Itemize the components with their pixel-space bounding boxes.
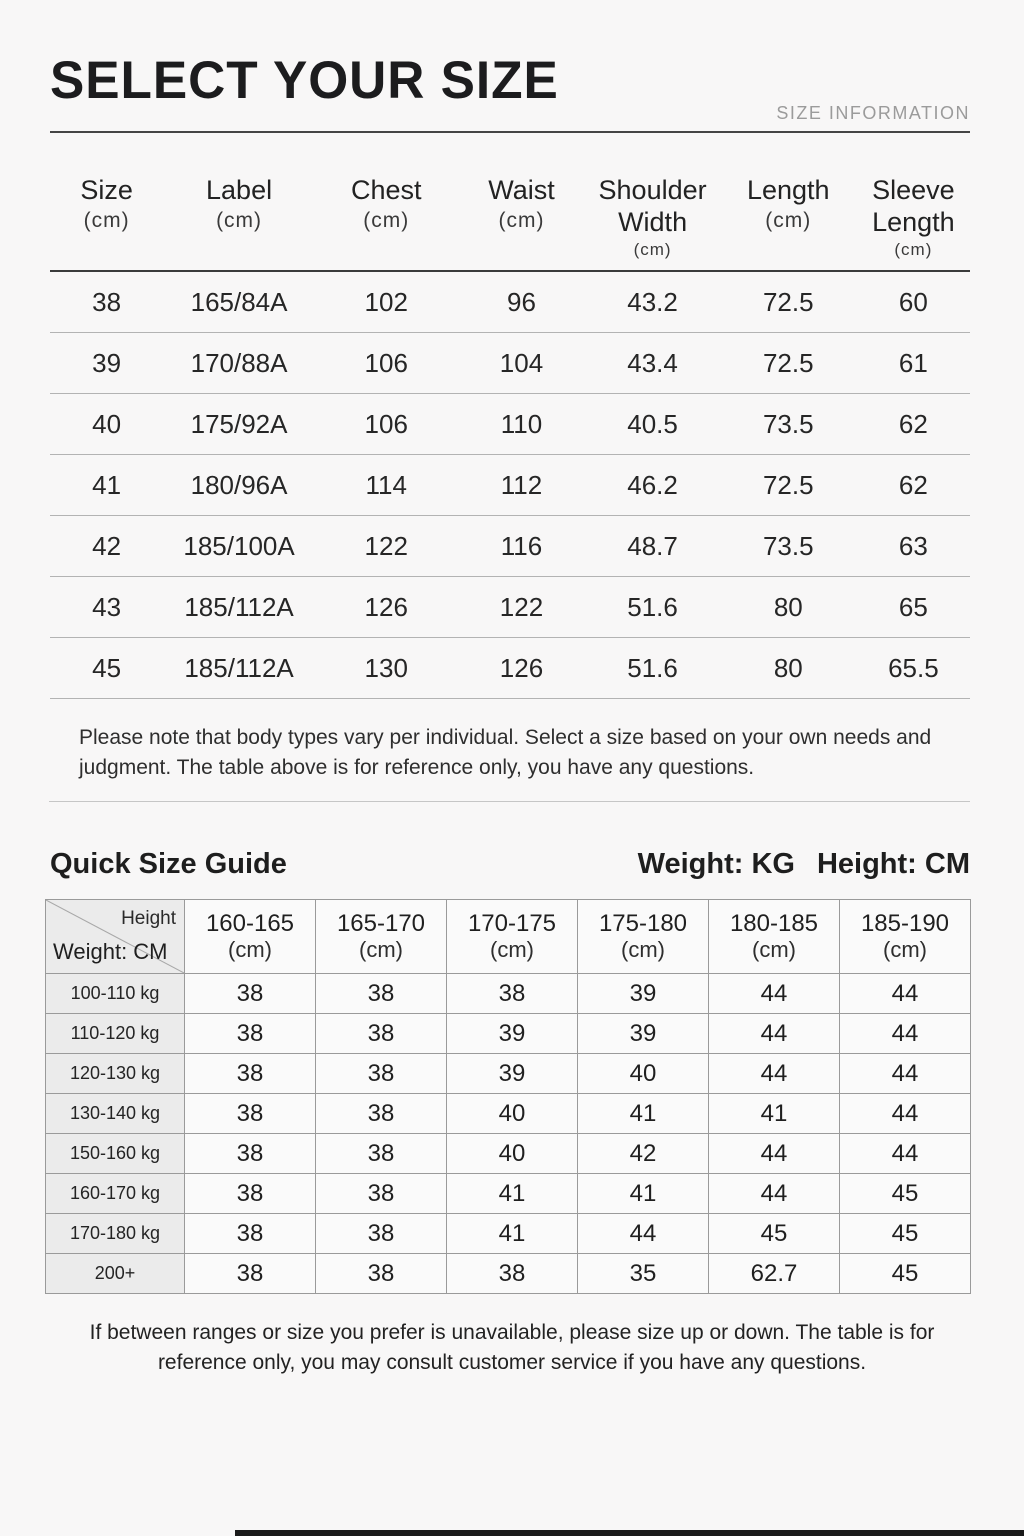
quick-table-size-cell: 40: [447, 1134, 578, 1174]
quick-table-weight-label: 160-170 kg: [46, 1174, 185, 1214]
quick-table-size-cell: 39: [578, 1014, 709, 1054]
size-table-cell: 170/88A: [190, 347, 288, 378]
size-table-column-header: [50, 168, 163, 235]
quick-table-weight-label: 130-140 kg: [46, 1094, 185, 1134]
size-table-cell: 80: [773, 591, 803, 622]
weight-unit-label: Weight: KG: [637, 848, 795, 880]
size-table-cell: 106: [364, 347, 408, 378]
units-legend: [638, 848, 970, 881]
size-table-cell: 51.6: [627, 591, 678, 622]
size-table-cell: 61: [898, 347, 928, 378]
size-table-cell: 185/100A: [183, 530, 295, 561]
size-table-column-header: [315, 168, 458, 235]
quick-table-size-cell: 38: [316, 1014, 447, 1054]
size-table-cell: 46.2: [627, 469, 678, 500]
size-table-cell: 60: [898, 286, 928, 317]
size-table-cell: 185/112A: [184, 591, 294, 622]
column-unit: (cm): [216, 209, 263, 232]
quick-table-weight-label: 150-160 kg: [46, 1134, 185, 1174]
quick-table-size-cell: 38: [185, 1054, 316, 1094]
size-table-cell: 102: [364, 286, 408, 317]
quick-table-size-cell: 44: [840, 1094, 971, 1134]
size-table-cell: 165/84A: [190, 286, 288, 317]
quick-table-size-cell: 38: [185, 1134, 316, 1174]
quick-table-height-header: 180-185 (cm): [709, 900, 840, 974]
size-table-row: [50, 638, 970, 699]
corner-weight-label: Weight: CM: [53, 939, 168, 964]
quick-table-size-cell: 62.7: [709, 1254, 840, 1294]
size-table-cell: 112: [500, 469, 543, 500]
size-table-header-row: [50, 168, 970, 272]
size-table-cell: 175/92A: [190, 408, 288, 439]
column-label: Shoulder Width: [598, 175, 707, 237]
size-table-column-header: [857, 168, 970, 262]
page-title: SELECT YOUR SIZE: [50, 51, 559, 110]
size-table-cell: 38: [92, 286, 122, 317]
size-table-cell: 41: [92, 469, 122, 500]
quick-table-size-cell: 41: [447, 1214, 578, 1254]
size-table-cell: 73.5: [762, 530, 814, 561]
size-table-row: [50, 272, 970, 333]
quick-size-guide-title: Quick Size Guide: [50, 848, 287, 880]
size-table-cell: 116: [500, 530, 543, 561]
size-table-row: [50, 516, 970, 577]
quick-table-size-cell: 44: [840, 1134, 971, 1174]
quick-table-size-cell: 44: [709, 1134, 840, 1174]
size-table-column-header: [458, 168, 586, 235]
size-table-cell: 43.4: [627, 347, 678, 378]
column-label: Size: [80, 175, 133, 205]
quick-table-size-cell: 39: [447, 1054, 578, 1094]
quick-table-size-cell: 44: [709, 1174, 840, 1214]
quick-table-size-cell: 38: [316, 1094, 447, 1134]
quick-table-weight-label: 110-120 kg: [46, 1014, 185, 1054]
quick-table-size-cell: 41: [578, 1174, 709, 1214]
size-table-column-header: [163, 168, 315, 235]
size-table-cell: 110: [500, 408, 543, 439]
quick-table-size-cell: 38: [185, 1014, 316, 1054]
size-table-note: Please note that body types vary per individual. Select a size based on your own needs and judgment. The table above is for reference only, you have any questions.: [79, 726, 932, 779]
size-table-cell: 126: [499, 652, 544, 683]
quick-table-size-cell: 44: [840, 1014, 971, 1054]
column-unit: (cm): [498, 209, 545, 232]
column-unit: (cm): [83, 209, 130, 232]
size-table-cell: 72.5: [762, 347, 814, 378]
size-table-cell: 72.5: [762, 286, 814, 317]
quick-table-size-cell: 38: [185, 1094, 316, 1134]
quick-table-size-cell: 38: [316, 1214, 447, 1254]
size-table: [50, 168, 970, 699]
quick-table-size-cell: 38: [447, 974, 578, 1014]
size-table-cell: 96: [507, 286, 536, 317]
size-table-cell: 104: [499, 347, 544, 378]
quick-table-weight-label: 170-180 kg: [46, 1214, 185, 1254]
quick-table-size-cell: 44: [709, 1014, 840, 1054]
quick-table-size-cell: 44: [578, 1214, 709, 1254]
size-table-cell: 63: [898, 530, 928, 561]
column-unit: (cm): [765, 209, 812, 232]
column-label: Label: [206, 175, 273, 205]
size-table-body: [50, 272, 970, 699]
size-table-cell: 73.5: [762, 408, 814, 439]
quick-table-size-cell: 38: [316, 1134, 447, 1174]
size-table-cell: 65.5: [888, 652, 939, 683]
size-table-cell: 122: [499, 591, 544, 622]
quick-table-height-header: 160-165 (cm): [185, 900, 316, 974]
size-table-cell: 43: [92, 591, 122, 622]
quick-table-height-header: 175-180 (cm): [578, 900, 709, 974]
size-table-cell: 122: [364, 530, 408, 561]
size-table-row: [50, 577, 970, 638]
quick-table-size-cell: 38: [185, 1174, 316, 1214]
quick-table-size-cell: 45: [709, 1214, 840, 1254]
column-label: Chest: [350, 175, 422, 205]
quick-table-size-cell: 39: [578, 974, 709, 1014]
corner-height-label: Height: [121, 908, 176, 929]
size-table-cell: 39: [92, 347, 122, 378]
quick-table-size-cell: 38: [185, 1254, 316, 1294]
size-table-cell: 114: [365, 469, 407, 500]
size-table-column-header: [720, 168, 857, 235]
quick-size-table: [45, 899, 971, 1294]
size-table-cell: 185/112A: [184, 652, 294, 683]
quick-table-height-header: 165-170 (cm): [316, 900, 447, 974]
quick-table-size-cell: 41: [578, 1094, 709, 1134]
column-unit: (cm): [363, 209, 410, 232]
size-table-cell: 180/96A: [190, 469, 288, 500]
quick-table-size-cell: 40: [447, 1094, 578, 1134]
column-unit: (cm): [894, 240, 933, 259]
size-information-label: SIZE INFORMATION: [776, 103, 970, 123]
size-table-cell: 51.6: [627, 652, 678, 683]
quick-table-height-header: 170-175 (cm): [447, 900, 578, 974]
quick-table-size-cell: 45: [840, 1174, 971, 1214]
size-table-cell: 126: [364, 591, 408, 622]
quick-table-size-cell: 42: [578, 1134, 709, 1174]
quick-table-size-cell: 39: [447, 1014, 578, 1054]
size-table-cell: 72.5: [762, 469, 814, 500]
quick-table-corner-cell: [46, 900, 185, 974]
quick-table-size-cell: 41: [709, 1094, 840, 1134]
quick-table-size-cell: 38: [316, 1054, 447, 1094]
quick-table-size-cell: 44: [709, 974, 840, 1014]
size-table-row: [50, 455, 970, 516]
size-table-row: [50, 394, 970, 455]
quick-table-weight-label: 100-110 kg: [46, 974, 185, 1014]
section-divider: [49, 801, 970, 802]
quick-table-size-cell: 40: [578, 1054, 709, 1094]
quick-size-guide-header: [50, 848, 970, 881]
quick-table-weight-label: 120-130 kg: [46, 1054, 185, 1094]
quick-table-size-cell: 38: [316, 974, 447, 1014]
size-table-cell: 80: [773, 652, 803, 683]
quick-table-height-header: 185-190 (cm): [840, 900, 971, 974]
quick-table-size-cell: 38: [447, 1254, 578, 1294]
quick-table-size-cell: 45: [840, 1214, 971, 1254]
column-unit: (cm): [633, 240, 672, 259]
quick-table-size-cell: 38: [316, 1174, 447, 1214]
size-table-cell: 62: [898, 469, 928, 500]
column-label: Sleeve Length: [872, 175, 955, 237]
size-table-cell: 42: [92, 530, 122, 561]
size-table-cell: 130: [364, 652, 408, 683]
size-table-cell: 40.5: [627, 408, 678, 439]
size-table-cell: 65: [898, 591, 928, 622]
size-table-cell: 48.7: [627, 530, 678, 561]
height-unit-label: Height: CM: [816, 848, 970, 880]
size-table-cell: 40: [92, 408, 122, 439]
quick-table-size-cell: 38: [185, 974, 316, 1014]
size-table-column-header: [585, 168, 719, 262]
size-table-cell: 106: [364, 408, 408, 439]
quick-table-weight-label: 200+: [46, 1254, 185, 1294]
size-table-cell: 62: [898, 408, 928, 439]
size-table-cell: 43.2: [627, 286, 678, 317]
quick-table-size-cell: 38: [316, 1254, 447, 1294]
column-label: Length: [746, 175, 830, 205]
quick-table-size-cell: 38: [185, 1214, 316, 1254]
quick-table-size-cell: 41: [447, 1174, 578, 1214]
size-table-row: [50, 333, 970, 394]
quick-table-size-cell: 44: [709, 1054, 840, 1094]
quick-table-size-cell: 35: [578, 1254, 709, 1294]
quick-table-size-cell: 44: [840, 1054, 971, 1094]
header-rule: [50, 131, 970, 133]
column-label: Waist: [488, 175, 555, 205]
size-table-cell: 45: [92, 652, 122, 683]
quick-table-size-cell: 44: [840, 974, 971, 1014]
bottom-image-edge: [235, 1530, 1024, 1536]
quick-table-note: If between ranges or size you prefer is unavailable, please size up or down. The table is for reference only, you may consult customer service if you have any questions.: [89, 1321, 935, 1374]
quick-table-size-cell: 45: [840, 1254, 971, 1294]
